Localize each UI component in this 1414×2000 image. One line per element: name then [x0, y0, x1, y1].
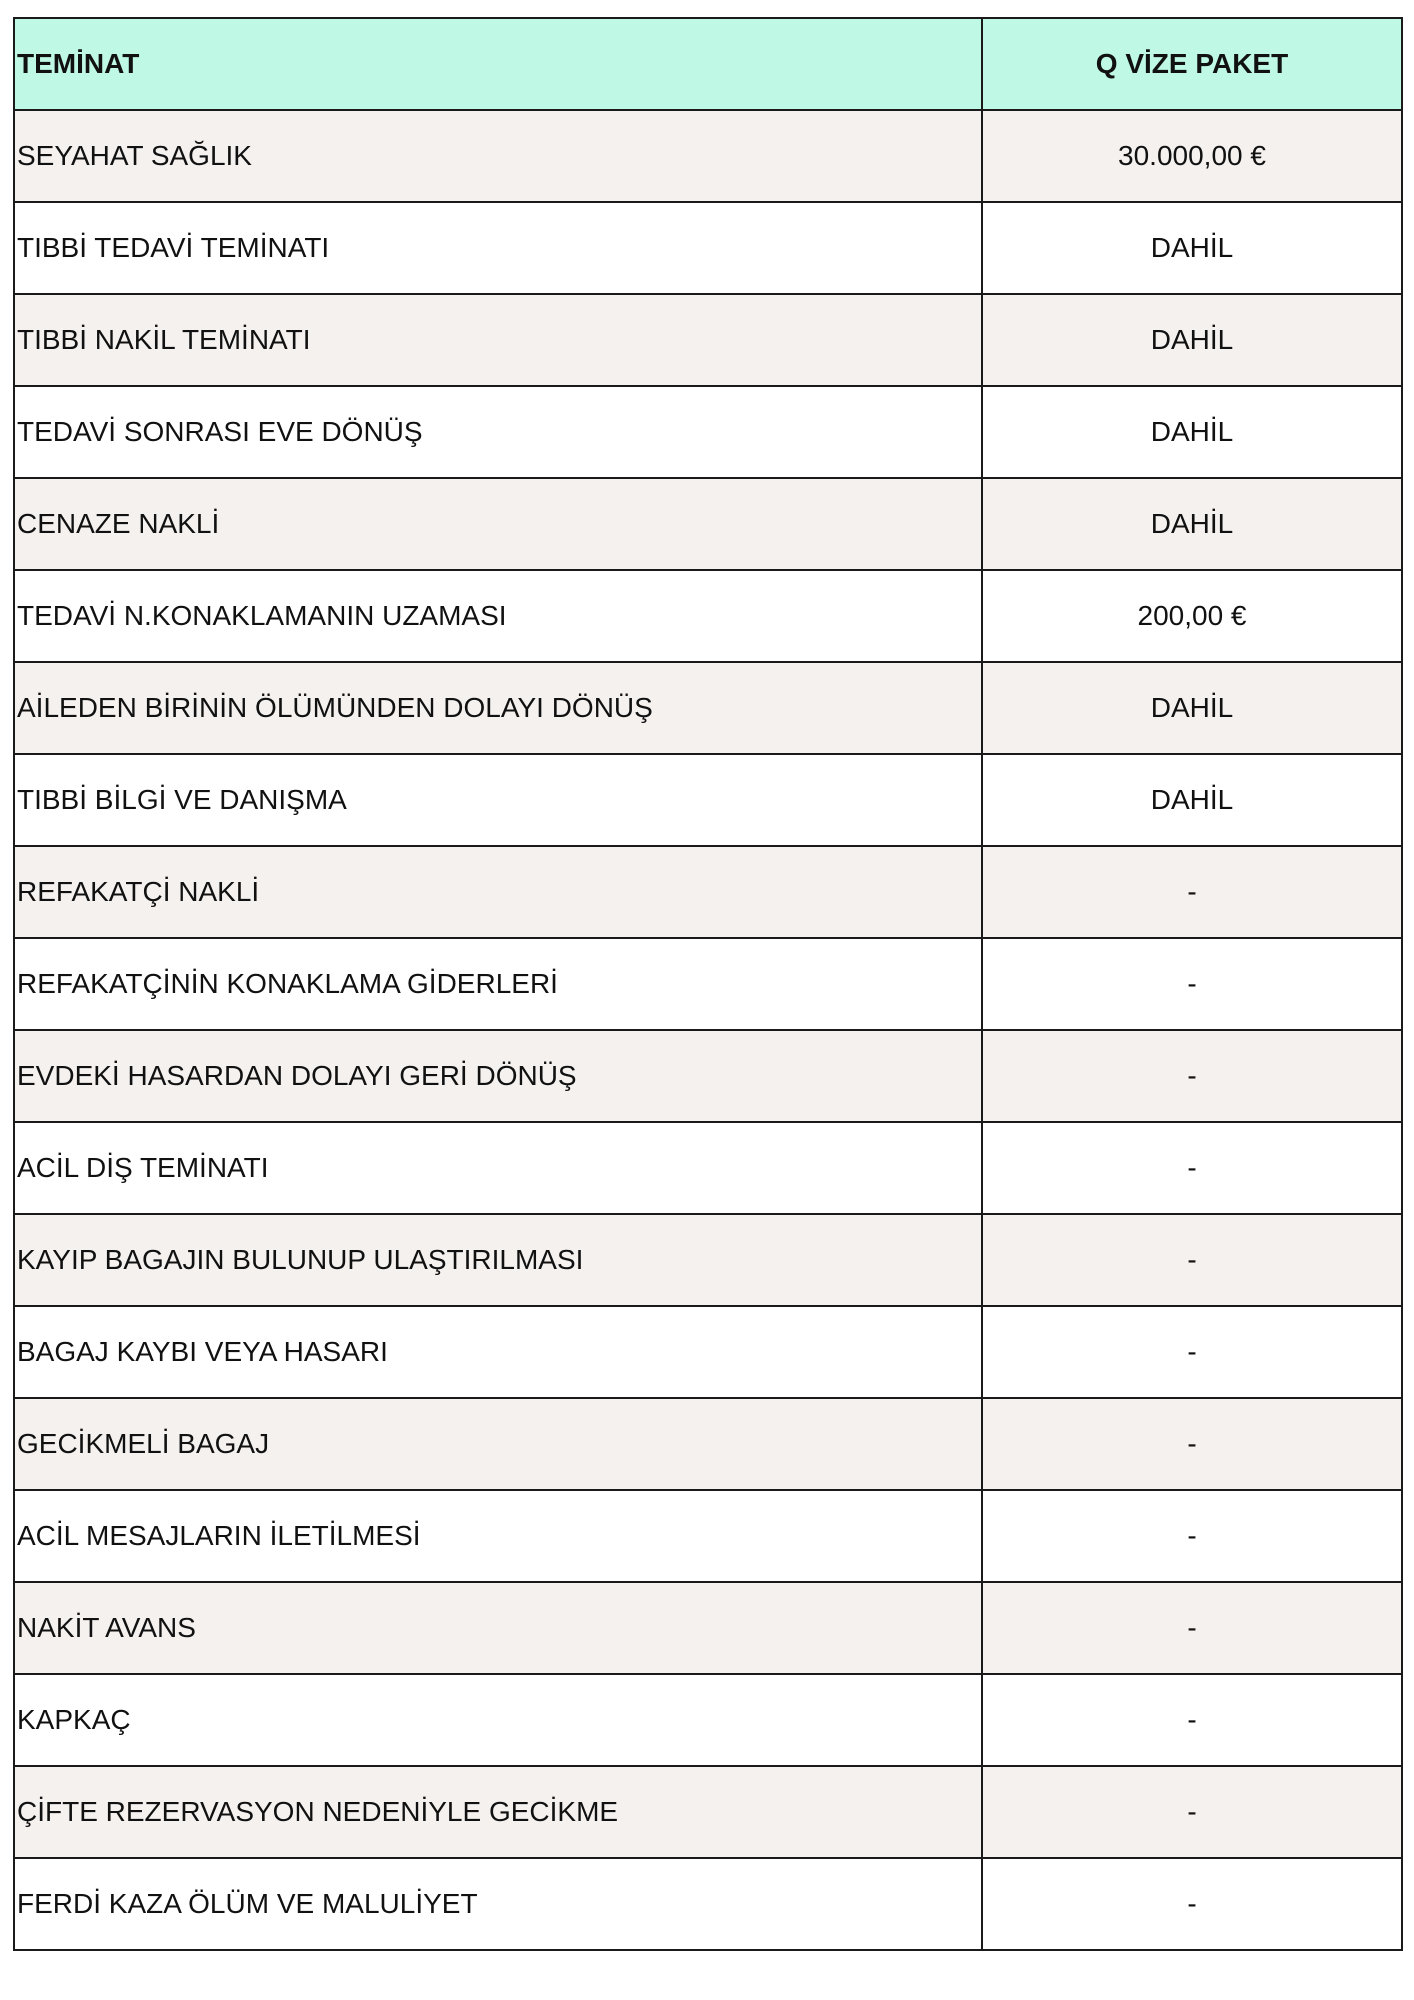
coverage-name: TEDAVİ SONRASI EVE DÖNÜŞ	[14, 386, 982, 478]
coverage-value: -	[982, 1858, 1402, 1950]
coverage-name: TEDAVİ N.KONAKLAMANIN UZAMASI	[14, 570, 982, 662]
table-row	[14, 754, 1402, 846]
table-row	[14, 662, 1402, 754]
table-row	[14, 1214, 1402, 1306]
table-row	[14, 1030, 1402, 1122]
coverage-value: 200,00 €	[982, 570, 1402, 662]
table-row	[14, 1490, 1402, 1582]
coverage-value: DAHİL	[982, 662, 1402, 754]
table-row	[14, 570, 1402, 662]
coverage-value: DAHİL	[982, 294, 1402, 386]
coverage-name: ACİL DİŞ TEMİNATI	[14, 1122, 982, 1214]
coverage-value: -	[982, 846, 1402, 938]
coverage-value: -	[982, 1122, 1402, 1214]
coverage-value: -	[982, 1674, 1402, 1766]
coverage-value: -	[982, 1766, 1402, 1858]
table-row	[14, 386, 1402, 478]
coverage-value: -	[982, 938, 1402, 1030]
coverage-name: TIBBİ NAKİL TEMİNATI	[14, 294, 982, 386]
coverage-name: ACİL MESAJLARIN İLETİLMESİ	[14, 1490, 982, 1582]
table-row	[14, 1582, 1402, 1674]
coverage-value: 30.000,00 €	[982, 110, 1402, 202]
coverage-name: BAGAJ KAYBI VEYA HASARI	[14, 1306, 982, 1398]
coverage-name: CENAZE NAKLİ	[14, 478, 982, 570]
coverage-name: GECİKMELİ BAGAJ	[14, 1398, 982, 1490]
coverage-name: REFAKATÇİNİN KONAKLAMA GİDERLERİ	[14, 938, 982, 1030]
coverage-name: NAKİT AVANS	[14, 1582, 982, 1674]
coverage-table	[13, 17, 1403, 1951]
coverage-value: -	[982, 1214, 1402, 1306]
coverage-name: KAPKAÇ	[14, 1674, 982, 1766]
coverage-name: FERDİ KAZA ÖLÜM VE MALULİYET	[14, 1858, 982, 1950]
table-row	[14, 846, 1402, 938]
coverage-name: EVDEKİ HASARDAN DOLAYI GERİ DÖNÜŞ	[14, 1030, 982, 1122]
table-row	[14, 938, 1402, 1030]
coverage-name: TIBBİ TEDAVİ TEMİNATI	[14, 202, 982, 294]
table-row	[14, 202, 1402, 294]
coverage-name: TIBBİ BİLGİ VE DANIŞMA	[14, 754, 982, 846]
coverage-value: DAHİL	[982, 202, 1402, 294]
table-row	[14, 1766, 1402, 1858]
table-row	[14, 294, 1402, 386]
coverage-value: -	[982, 1398, 1402, 1490]
coverage-name: REFAKATÇİ NAKLİ	[14, 846, 982, 938]
coverage-value: -	[982, 1030, 1402, 1122]
coverage-value: DAHİL	[982, 478, 1402, 570]
table-row	[14, 1122, 1402, 1214]
coverage-name: KAYIP BAGAJIN BULUNUP ULAŞTIRILMASI	[14, 1214, 982, 1306]
coverage-value: DAHİL	[982, 754, 1402, 846]
table-row	[14, 110, 1402, 202]
coverage-value: -	[982, 1582, 1402, 1674]
table-row	[14, 1858, 1402, 1950]
coverage-value: DAHİL	[982, 386, 1402, 478]
table-row	[14, 1398, 1402, 1490]
table-header-row	[14, 18, 1402, 110]
coverage-name: ÇİFTE REZERVASYON NEDENİYLE GECİKME	[14, 1766, 982, 1858]
table-row	[14, 1306, 1402, 1398]
table-row	[14, 1674, 1402, 1766]
coverage-value: -	[982, 1490, 1402, 1582]
coverage-name: AİLEDEN BİRİNİN ÖLÜMÜNDEN DOLAYI DÖNÜŞ	[14, 662, 982, 754]
coverage-value: -	[982, 1306, 1402, 1398]
header-package: Q VİZE PAKET	[982, 18, 1402, 110]
table-row	[14, 478, 1402, 570]
header-coverage: TEMİNAT	[14, 18, 982, 110]
coverage-table-container	[13, 17, 1401, 1951]
coverage-name: SEYAHAT SAĞLIK	[14, 110, 982, 202]
